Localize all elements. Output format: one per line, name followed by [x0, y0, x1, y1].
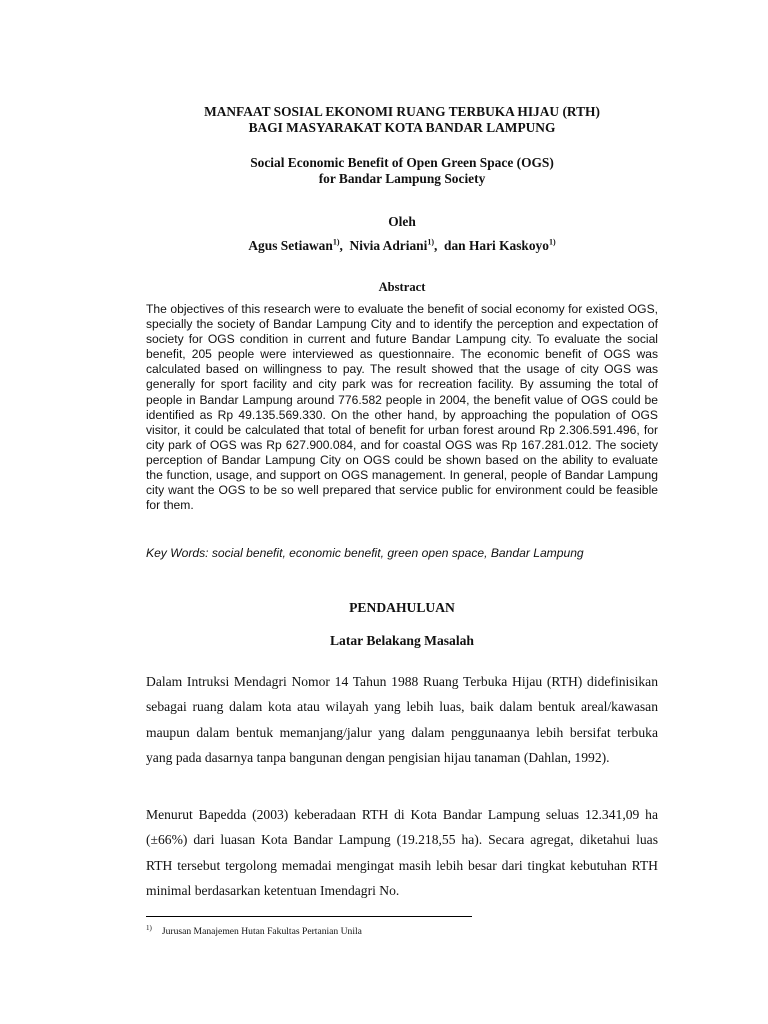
author-separator: , dan: [433, 238, 469, 253]
abstract-heading: Abstract: [378, 280, 426, 294]
title-indonesian: [146, 104, 658, 136]
author-affiliation-mark: 1): [548, 237, 556, 247]
abstract-text: The objectives of this research were to evaluate the benefit of social economy for existed OGS, specially the society of Bandar Lampung City and to identify the perception and expectation of society for OGS condition in current and future Bandar Lampung city. To evaluate the social benefit, 205 people were interviewed as questionnaire. The economic benefit of OGS was calculated based on willingness to pay. The result showed that the usage of city OGS was generally for sport facility and city park was for recreation facility. By assuming the total of people in Bandar Lampung around 776.582 people in 2004, the benefit value of OGS could be identified as Rp 49.135.569.330. On the other hand, by approaching the population of OGS visitor, it could be calculated that total of benefit for urban forest around Rp 2.306.591.496, for city park of OGS was Rp 627.900.084, and for coastal OGS was Rp 167.281.012. The society perception of Bandar Lampung City on OGS could be shown based on the ability to evaluate the function, usage, and support on OGS management. In general, people of Bandar Lampung city want the OGS to be so well prepared that service public for environment could be feasible for them.: [146, 302, 658, 513]
author-name: Hari Kaskoyo: [468, 238, 549, 253]
body-paragraph: Menurut Bapedda (2003) keberadaan RTH di Kota Bandar Lampung seluas 12.341,09 ha (±66%) dari luasan Kota Bandar Lampung (19.218,55 ha). Secara agregat, diketahui luas RTH tersebut tergolong memadai mengingat masih lebih besar dari tingkat kebutuhan RTH minimal berdasarkan ketentuan Imendagri No.: [146, 807, 658, 898]
section-heading: PENDAHULUAN: [349, 600, 455, 615]
body-paragraph: Dalam Intruksi Mendagri Nomor 14 Tahun 1988 Ruang Terbuka Hijau (RTH) didefinisikan sebagai ruang dalam kota atau wilayah yang lebih luas, baik dalam bentuk areal/kawasan maupun dalam bentuk memanjang/jalur yang dalam penggunaanya lebih bersifat terbuka yang pada dasarnya tanpa bangunan dengan pengisian hijau tanaman (Dahlan, 1992).: [146, 674, 658, 765]
footnote-text: Jurusan Manajemen Hutan Fakultas Pertanian Unila: [161, 926, 362, 938]
author-affiliation-mark: 1): [332, 237, 340, 247]
footnote-divider: [146, 916, 472, 917]
title-en-line-1: Social Economic Benefit of Open Green Space (OGS): [250, 155, 554, 170]
footnote-mark: 1): [146, 924, 152, 932]
author-separator: ,: [339, 238, 350, 253]
keywords: Key Words: social benefit, economic benefit, green open space, Bandar Lampung: [146, 546, 584, 560]
author-name: Nivia Adriani: [349, 238, 428, 253]
footnote: [146, 924, 362, 937]
subsection-heading: Latar Belakang Masalah: [329, 633, 474, 648]
title-en-line-2: for Bandar Lampung Society: [318, 171, 486, 186]
author-name: Agus Setiawan: [248, 238, 333, 253]
byline-label: Oleh: [388, 214, 416, 229]
title-english: [146, 155, 658, 187]
author-list: [146, 238, 658, 254]
author-affiliation-mark: 1): [427, 237, 434, 247]
title-line-1: MANFAAT SOSIAL EKONOMI RUANG TERBUKA HIJAU (RTH): [204, 104, 600, 119]
title-line-2: BAGI MASYARAKAT KOTA BANDAR LAMPUNG: [248, 120, 556, 135]
